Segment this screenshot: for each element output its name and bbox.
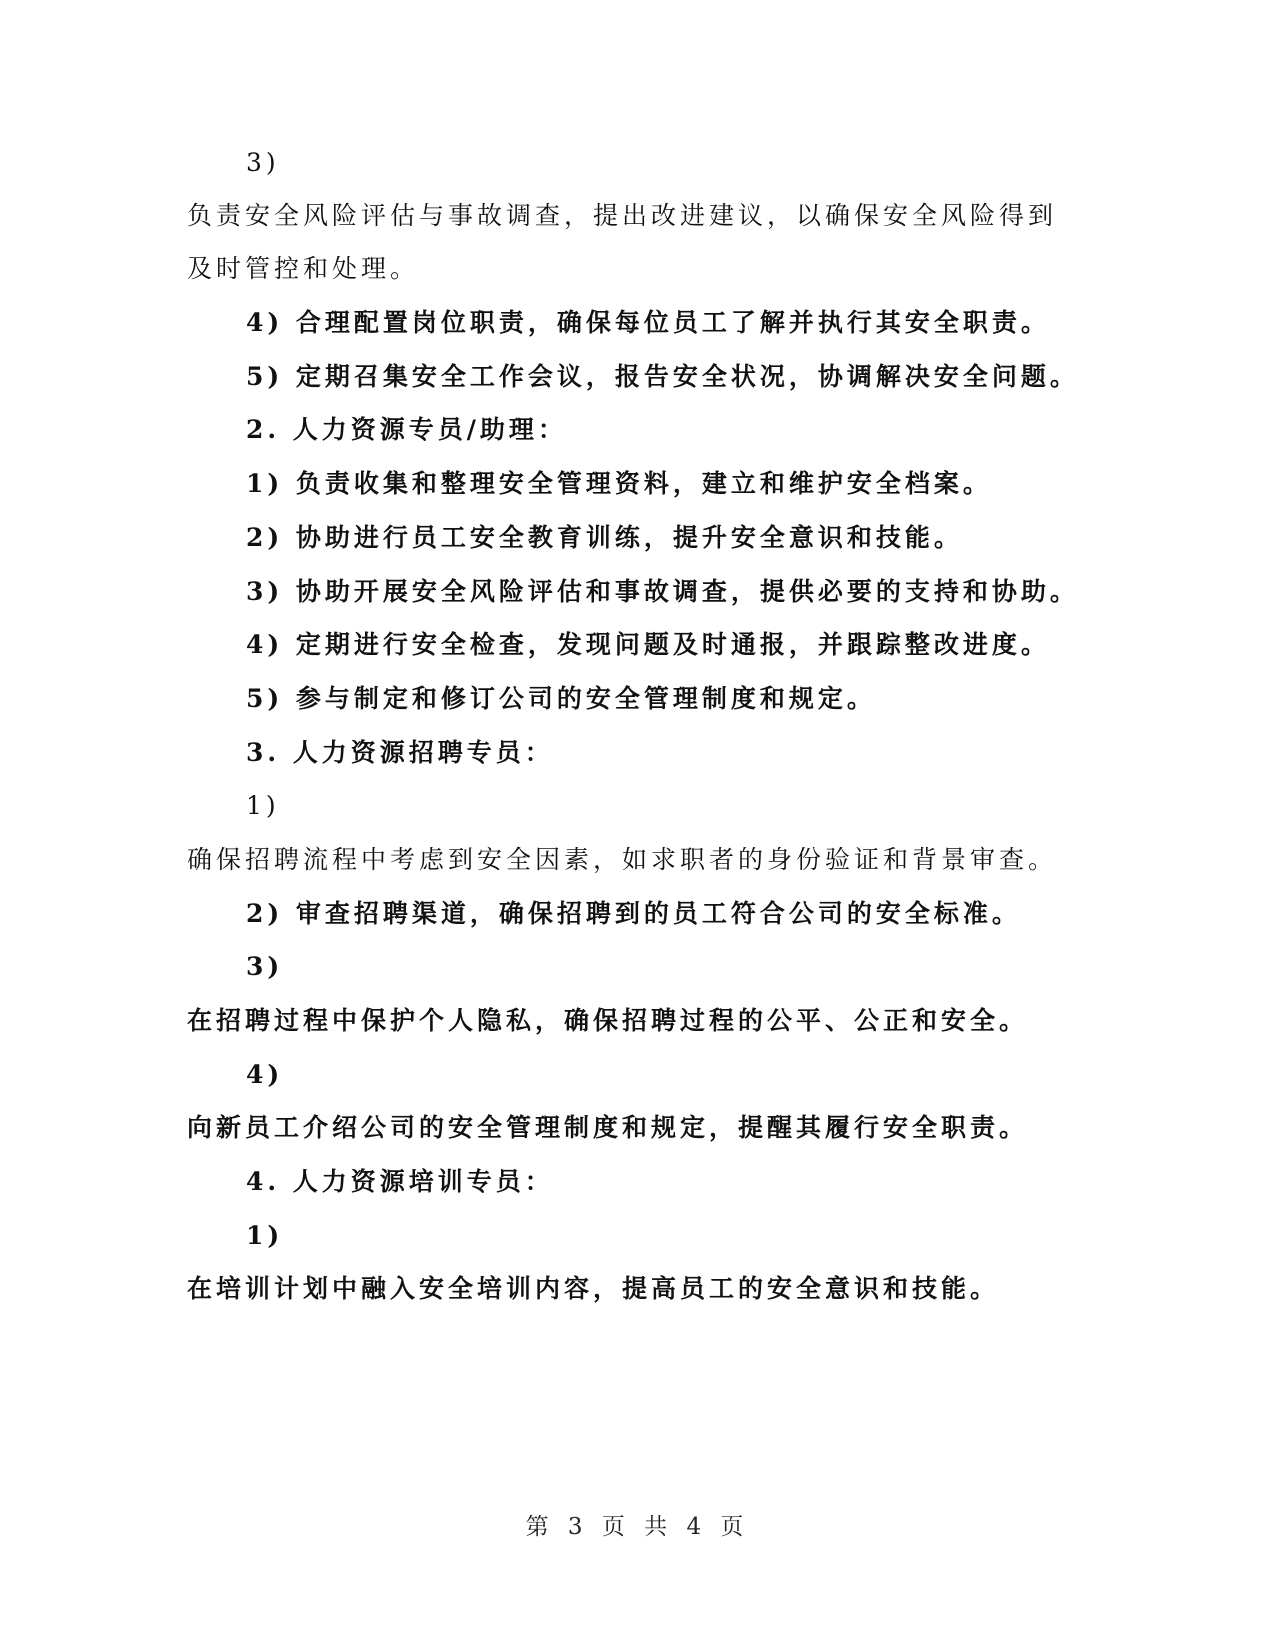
list-marker: 1) — [246, 1221, 284, 1250]
list-item: 5) 定期召集安全工作会议，报告安全状况，协调解决安全问题。 — [246, 362, 1079, 391]
section-heading: 4. 人力资源培训专员： — [246, 1167, 554, 1196]
paragraph-line: 在培训计划中融入安全培训内容，提高员工的安全意识和技能。 — [187, 1274, 1000, 1303]
list-item: 5) 参与制定和修订公司的安全管理制度和规定。 — [246, 684, 876, 713]
list-item: 4) 合理配置岗位职责，确保每位员工了解并执行其安全职责。 — [246, 308, 1050, 337]
list-marker: 1) — [246, 791, 280, 820]
list-marker: 4) — [246, 1060, 284, 1089]
paragraph-line: 确保招聘流程中考虑到安全因素，如求职者的身份验证和背景审查。 — [187, 845, 1058, 874]
page-number-footer: 第 3 页 共 4 页 — [525, 1514, 750, 1540]
section-heading: 3. 人力资源招聘专员： — [246, 738, 554, 767]
list-marker: 3) — [246, 148, 280, 177]
list-item: 4) 定期进行安全检查，发现问题及时通报，并跟踪整改进度。 — [246, 630, 1050, 659]
paragraph-line: 及时管控和处理。 — [187, 254, 420, 283]
list-item: 3) 协助开展安全风险评估和事故调查，提供必要的支持和协助。 — [246, 577, 1079, 606]
list-item: 1) 负责收集和整理安全管理资料，建立和维护安全档案。 — [246, 469, 992, 498]
section-heading: 2. 人力资源专员/助理： — [246, 415, 567, 444]
paragraph-line: 在招聘过程中保护个人隐私，确保招聘过程的公平、公正和安全。 — [187, 1006, 1029, 1035]
list-marker: 3) — [246, 952, 284, 981]
list-item: 2) 审查招聘渠道，确保招聘到的员工符合公司的安全标准。 — [246, 899, 1021, 928]
paragraph-line: 向新员工介绍公司的安全管理制度和规定，提醒其履行安全职责。 — [187, 1113, 1029, 1142]
paragraph-line: 负责安全风险评估与事故调查，提出改进建议，以确保安全风险得到 — [187, 201, 1058, 230]
list-item: 2) 协助进行员工安全教育训练，提升安全意识和技能。 — [246, 523, 963, 552]
